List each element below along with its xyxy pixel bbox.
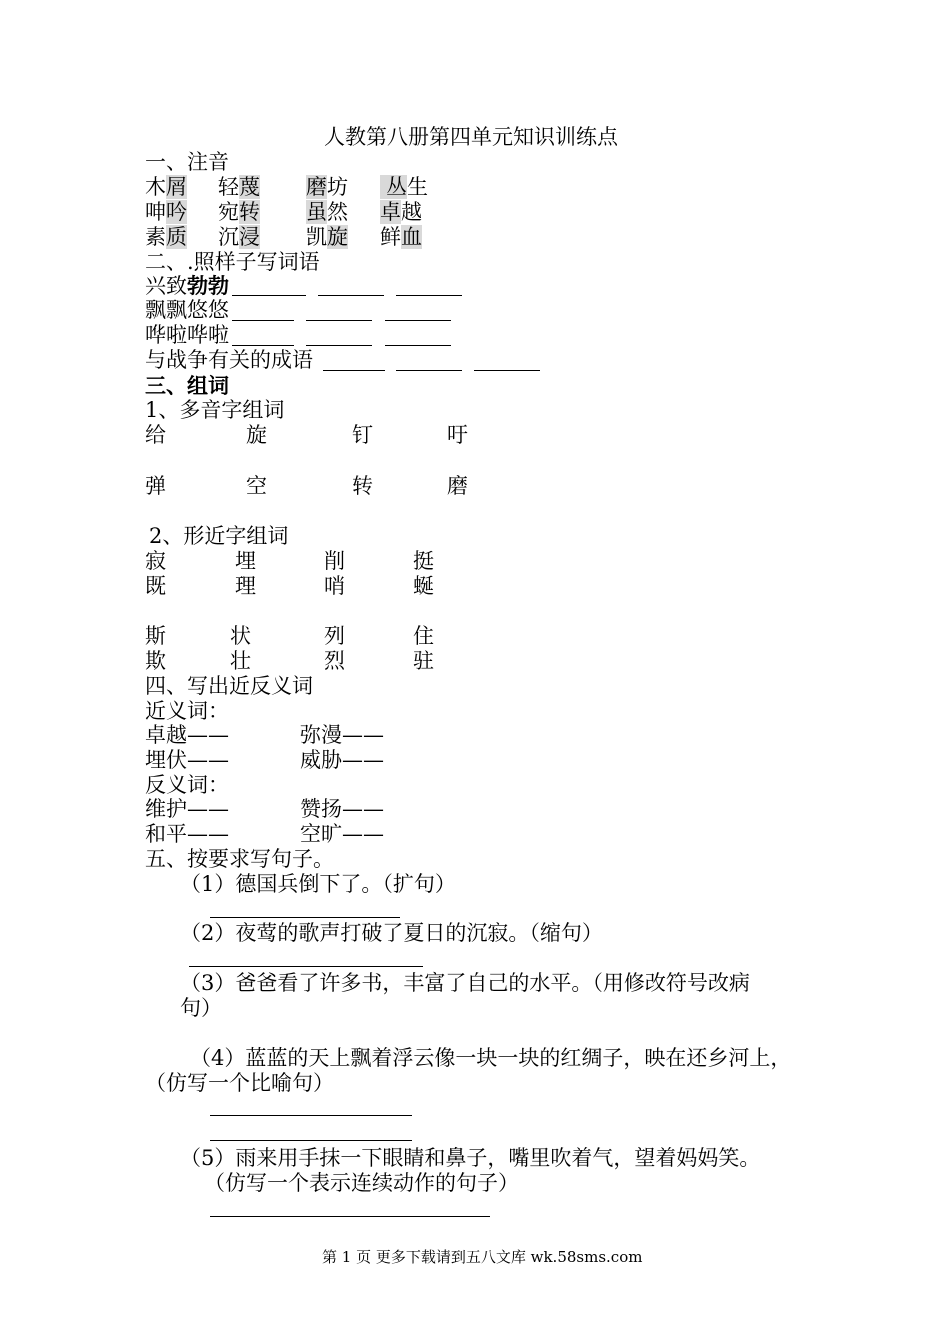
similar-char: 削: [324, 549, 345, 573]
similar-char: 挺: [413, 549, 434, 573]
answer-line[interactable]: [210, 1115, 412, 1116]
answer-line[interactable]: [210, 1216, 490, 1217]
pinyin-row-1: [145, 175, 187, 200]
section-1-heading: 一、注音: [145, 150, 229, 174]
section-5-heading: 五、按要求写句子。: [145, 847, 334, 871]
example-row-1: [145, 273, 229, 299]
example-word-prefix: 兴致: [145, 274, 187, 298]
similar-char: 理: [235, 574, 256, 598]
section-2-heading: 二、.照样子写词语: [145, 250, 320, 274]
synonym-label: 近义词：: [145, 699, 229, 723]
similar-char: 列: [324, 624, 345, 648]
polyphone-char: 钉: [352, 423, 373, 447]
similar-char: 埋: [235, 549, 256, 573]
word-mo-fang: 磨坊: [306, 175, 348, 199]
answer-line[interactable]: [210, 917, 400, 918]
similar-char: 状: [230, 624, 251, 648]
antonym-label: 反义词：: [145, 773, 229, 797]
similar-char: 寂: [145, 549, 166, 573]
answer-blank[interactable]: [232, 320, 294, 321]
answer-blank[interactable]: [385, 345, 451, 346]
antonym-item: 和平——: [145, 822, 229, 846]
similar-char: 欺: [145, 649, 166, 673]
question-2: （2）夜莺的歌声打破了夏日的沉寂。（缩句）: [180, 921, 603, 945]
similar-char: 既: [145, 574, 166, 598]
word-su-zhi: 素质: [145, 225, 187, 249]
word-shen-yin: 呻吟: [145, 200, 187, 224]
word-zhuo-yue: 卓越: [380, 200, 422, 224]
page-title: 人教第八册第四单元知识训练点: [324, 125, 618, 149]
word-kai-xuan: 凯旋: [306, 225, 348, 249]
page-footer: 第 1 页 更多下载请到五八文库 wk.58sms.com: [322, 1248, 643, 1266]
answer-blank[interactable]: [318, 295, 384, 296]
synonym-item: 威胁——: [300, 748, 384, 772]
answer-blank[interactable]: [306, 345, 372, 346]
similar-char: 哨: [324, 574, 345, 598]
answer-line[interactable]: [210, 1140, 412, 1141]
similar-char: 住: [413, 624, 434, 648]
polyphone-char: 给: [145, 423, 166, 447]
answer-line[interactable]: [189, 966, 423, 967]
question-1: （1）德国兵倒下了。（扩句）: [180, 872, 456, 896]
word-sui-ran: 虽然: [306, 200, 348, 224]
word-qing-mie: 轻蔑: [218, 175, 260, 199]
similar-char: 蜒: [413, 574, 434, 598]
polyphone-char: 旋: [246, 423, 267, 447]
question-3-line-2: 句）: [180, 996, 222, 1020]
word-xian-xue: 鲜血: [380, 225, 422, 249]
polyphone-char: 弹: [145, 474, 166, 498]
question-3-line-1: （3）爸爸看了许多书，丰富了自己的水平。（用修改符号改病: [180, 971, 750, 995]
question-4-line-2: （仿写一个比喻句）: [145, 1071, 334, 1095]
question-5-line-1: （5）雨来用手抹一下眼睛和鼻子，嘴里吹着气，望着妈妈笑。: [180, 1146, 761, 1170]
polyphone-subheading: 1、多音字组词: [145, 398, 285, 422]
answer-blank[interactable]: [232, 295, 306, 296]
example-word-suffix: 勃勃: [187, 273, 229, 298]
example-row-3: 哗啦哗啦: [145, 323, 229, 347]
polyphone-char: 转: [352, 474, 373, 498]
answer-blank[interactable]: [396, 370, 462, 371]
example-row-2: 飘飘悠悠: [145, 298, 229, 322]
antonym-item: 维护——: [145, 797, 229, 821]
polyphone-char: 磨: [447, 474, 468, 498]
word-chen-jin: 沉浸: [218, 225, 260, 249]
word-wan-zhuan: 宛转: [218, 200, 260, 224]
synonym-item: 弥漫——: [300, 723, 384, 747]
similar-char: 驻: [413, 649, 434, 673]
answer-blank[interactable]: [306, 320, 372, 321]
similar-char: 壮: [230, 649, 251, 673]
question-4-line-1: （4）蓝蓝的天上飘着浮云像一块一块的红绸子，映在还乡河上，: [190, 1046, 792, 1070]
answer-blank[interactable]: [396, 295, 462, 296]
question-5-line-2: （仿写一个表示连续动作的句子）: [204, 1171, 519, 1195]
section-4-heading: 四、写出近反义词: [145, 674, 313, 698]
polyphone-char: 吁: [447, 423, 468, 447]
similar-char: 斯: [145, 624, 166, 648]
answer-blank[interactable]: [474, 370, 540, 371]
answer-blank[interactable]: [232, 345, 294, 346]
section-3-heading: 三、组词: [145, 373, 229, 398]
synonym-item: 卓越——: [145, 723, 229, 747]
similar-char-subheading: 2、形近字组词: [149, 524, 289, 548]
example-row-4: 与战争有关的成语: [145, 348, 313, 372]
polyphone-char: 空: [246, 474, 267, 498]
antonym-item: 空旷——: [300, 822, 384, 846]
antonym-item: 赞扬——: [300, 797, 384, 821]
synonym-item: 埋伏——: [145, 748, 229, 772]
word-cong-sheng: 丛生: [380, 175, 428, 200]
similar-char: 烈: [324, 649, 345, 673]
answer-blank[interactable]: [385, 320, 451, 321]
word-mu-xie: 木屑: [145, 175, 187, 199]
answer-blank[interactable]: [323, 370, 385, 371]
